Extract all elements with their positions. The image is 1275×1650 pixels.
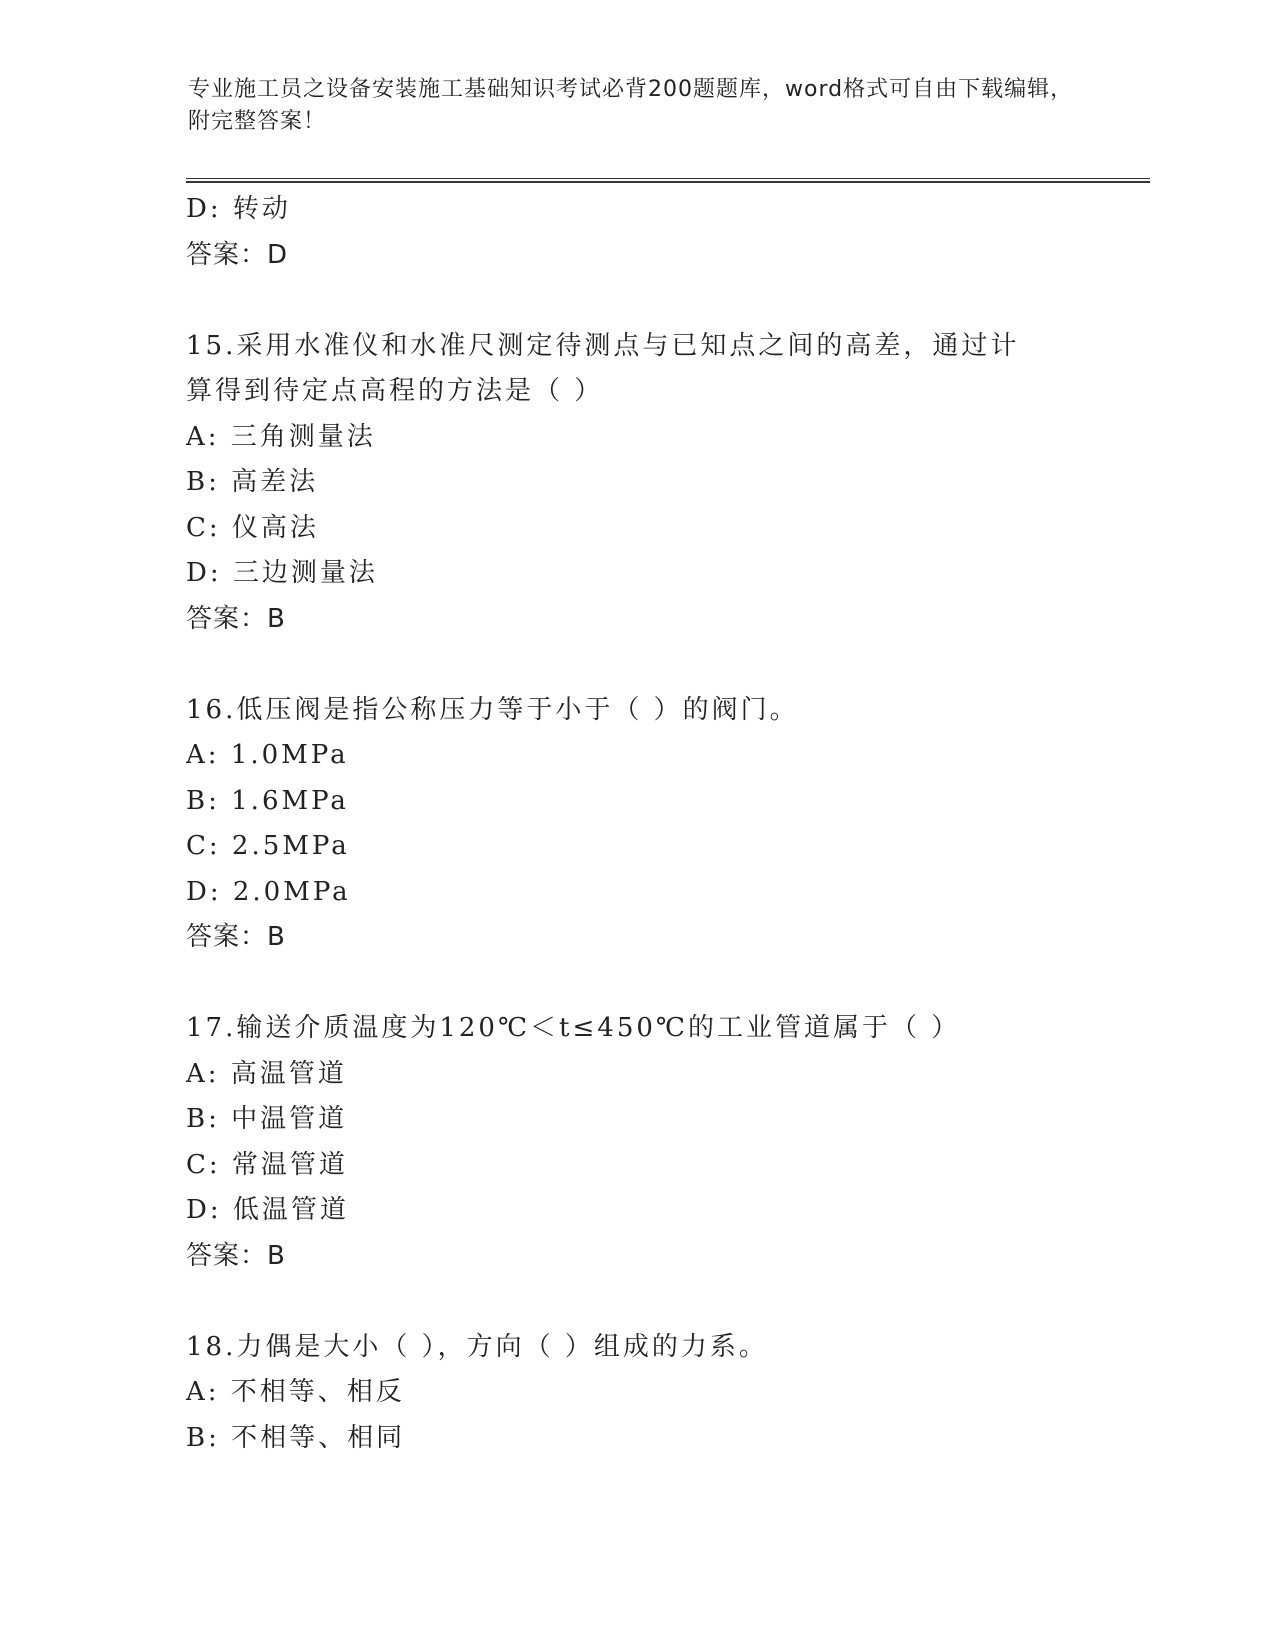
option-d: D: 三边测量法 (186, 558, 378, 588)
answer-line: 答案：B (186, 1240, 286, 1271)
question-spacer (186, 1279, 1086, 1325)
option-a: A: 不相等、相反 (186, 1377, 405, 1407)
option-b: B: 1.6MPa (186, 785, 349, 816)
question-stem: 16.低压阀是指公称压力等于小于（ ）的阀门。 (186, 694, 799, 725)
option-c: C: 2.5MPa (186, 831, 350, 861)
option-b: B: 中温管道 (186, 1104, 348, 1134)
question-stem: 15.采用水准仪和水准尺测定待测点与已知点之间的高差，通过计算得到待定点高程的方法是（ ） (186, 330, 1020, 406)
option-a: A: 1.0MPa (186, 740, 349, 770)
question-spacer (186, 278, 1086, 324)
answer-line: 答案：B (186, 603, 286, 634)
option-a: A: 三角测量法 (186, 421, 376, 452)
header-divider-thick (186, 181, 1150, 183)
option-b: B: 不相等、相同 (186, 1422, 406, 1453)
option-d: D: 转动 (186, 194, 291, 224)
option-b: B: 高差法 (186, 467, 319, 497)
question-spacer (186, 642, 1086, 688)
header-divider-thin (186, 178, 1150, 179)
question-spacer (186, 961, 1086, 1007)
question-stem: 17.输送介质温度为120℃＜t≤450℃的工业管道属于（ ） (186, 1013, 961, 1043)
option-c: C: 仪高法 (186, 512, 319, 543)
option-d: D: 2.0MPa (186, 876, 351, 907)
option-d: D: 低温管道 (186, 1195, 349, 1225)
answer-line: 答案：B (186, 922, 286, 952)
question-stem: 18.力偶是大小（ ），方向（ ）组成的力系。 (186, 1331, 768, 1362)
option-c: C: 常温管道 (186, 1149, 348, 1180)
document-header: 专业施工员之设备安装施工基础知识考试必背200题题库，word格式可自由下载编辑，附完整答案！ (188, 77, 1074, 134)
option-a: A: 高温管道 (186, 1058, 347, 1089)
answer-line: 答案：D (186, 239, 289, 270)
question-list (186, 187, 1086, 1461)
